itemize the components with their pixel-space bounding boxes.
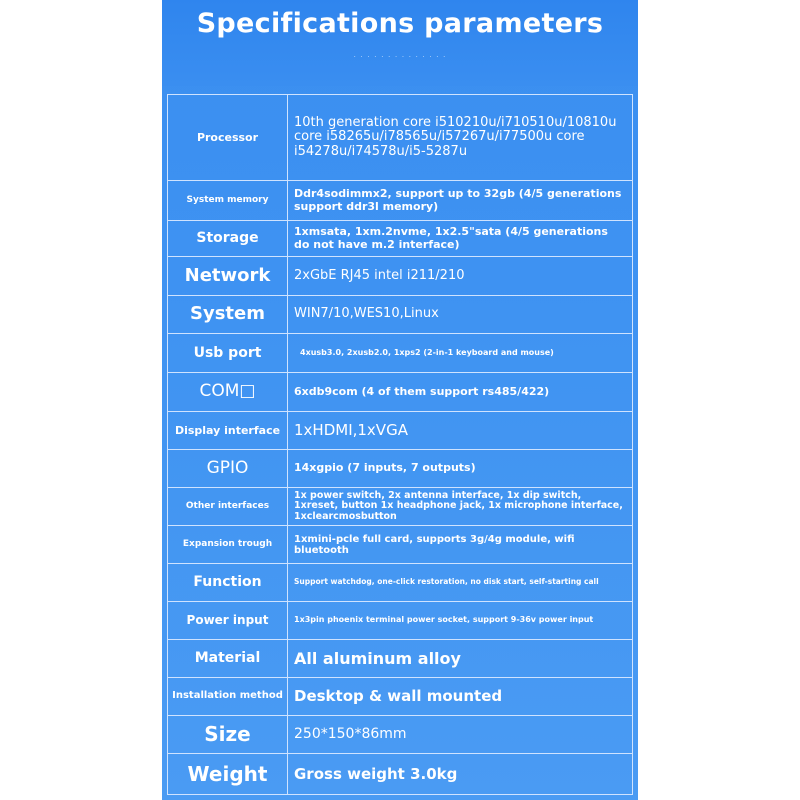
spec-value: 4xusb3.0, 2xusb2.0, 1xps2 (2-in-1 keyboard and mouse): [300, 347, 554, 357]
spec-label: System memory: [168, 181, 288, 220]
spec-label: GPIO: [168, 450, 288, 487]
spec-value: Ddr4sodimmx2, support up to 32gb (4/5 generations support ddr3l memory): [294, 187, 622, 213]
spec-row-system: [168, 296, 632, 334]
header-banner: [162, 0, 638, 86]
spec-value: 14xgpio (7 inputs, 7 outputs): [294, 461, 476, 475]
spec-label: System: [168, 296, 288, 333]
spec-value: 1xmsata, 1xm.2nvme, 1x2.5"sata (4/5 generations do not have m.2 interface): [294, 225, 608, 251]
spec-row-gpio: [168, 450, 632, 488]
spec-label: Material: [168, 640, 288, 677]
spec-label: Power input: [168, 602, 288, 639]
spec-label: Display interface: [168, 412, 288, 449]
spec-row-size: [168, 716, 632, 754]
spec-table: [167, 94, 633, 795]
spec-label: Expansion trough: [168, 526, 288, 563]
spec-value: 250*150*86mm: [294, 725, 407, 742]
spec-label: Installation method: [168, 678, 288, 715]
spec-value: 10th generation core i510210u/i710510u/10810u core i58265u/i78565u/i57267u/i77500u core i54278u/i74578u/i5-5287u: [294, 115, 617, 159]
spec-row-usb-port: [168, 334, 632, 373]
spec-label: Weight: [168, 754, 288, 794]
spec-value: All aluminum alloy: [294, 648, 461, 668]
page-title: Specifications parameters: [196, 8, 604, 39]
spec-row-expansion-trough: [168, 526, 632, 564]
spec-value: WIN7/10,WES10,Linux: [294, 306, 439, 322]
spec-panel: [162, 0, 638, 800]
spec-value: Desktop & wall mounted: [294, 687, 503, 706]
spec-row-com: [168, 373, 632, 412]
spec-value: 1xHDMI,1xVGA: [294, 421, 408, 440]
spec-row-network: [168, 257, 632, 296]
spec-row-function: [168, 564, 632, 602]
spec-row-power-input: [168, 602, 632, 640]
spec-value: 2xGbE RJ45 intel i211/210: [294, 267, 465, 283]
spec-label: Function: [168, 564, 288, 601]
spec-label: Network: [168, 257, 288, 295]
spec-row-processor: [168, 95, 632, 181]
spec-value: 6xdb9com (4 of them support rs485/422): [294, 384, 550, 398]
subtitle-decoration: · · · · · · · · · · · · · ·: [353, 52, 447, 61]
spec-row-installation-method: [168, 678, 632, 716]
spec-value: Support watchdog, one-click restoration, no disk start, self-starting call: [294, 577, 599, 587]
spec-row-system-memory: [168, 181, 632, 221]
spec-label: Usb port: [168, 334, 288, 372]
spec-label: Storage: [168, 221, 288, 256]
spec-row-other-interfaces: [168, 488, 632, 526]
spec-label: Size: [168, 716, 288, 753]
spec-row-material: [168, 640, 632, 678]
spec-value: Gross weight 3.0kg: [294, 764, 458, 783]
spec-label: Processor: [168, 95, 288, 180]
spec-value: 1xmini-pcle full card, supports 3g/4g module, wifi bluetooth: [294, 533, 575, 556]
spec-value: 1x power switch, 2x antenna interface, 1x dip switch, 1xreset, button 1x headphone jack, 1x microphone interface, 1xclearcmosbutton: [294, 489, 623, 522]
spec-row-storage: [168, 221, 632, 257]
spec-value: 1x3pin phoenix terminal power socket, support 9-36v power input: [294, 615, 594, 625]
spec-label: Other interfaces: [168, 488, 288, 525]
spec-row-display-interface: [168, 412, 632, 450]
spec-row-weight: [168, 754, 632, 794]
spec-label: COM□: [168, 373, 288, 411]
